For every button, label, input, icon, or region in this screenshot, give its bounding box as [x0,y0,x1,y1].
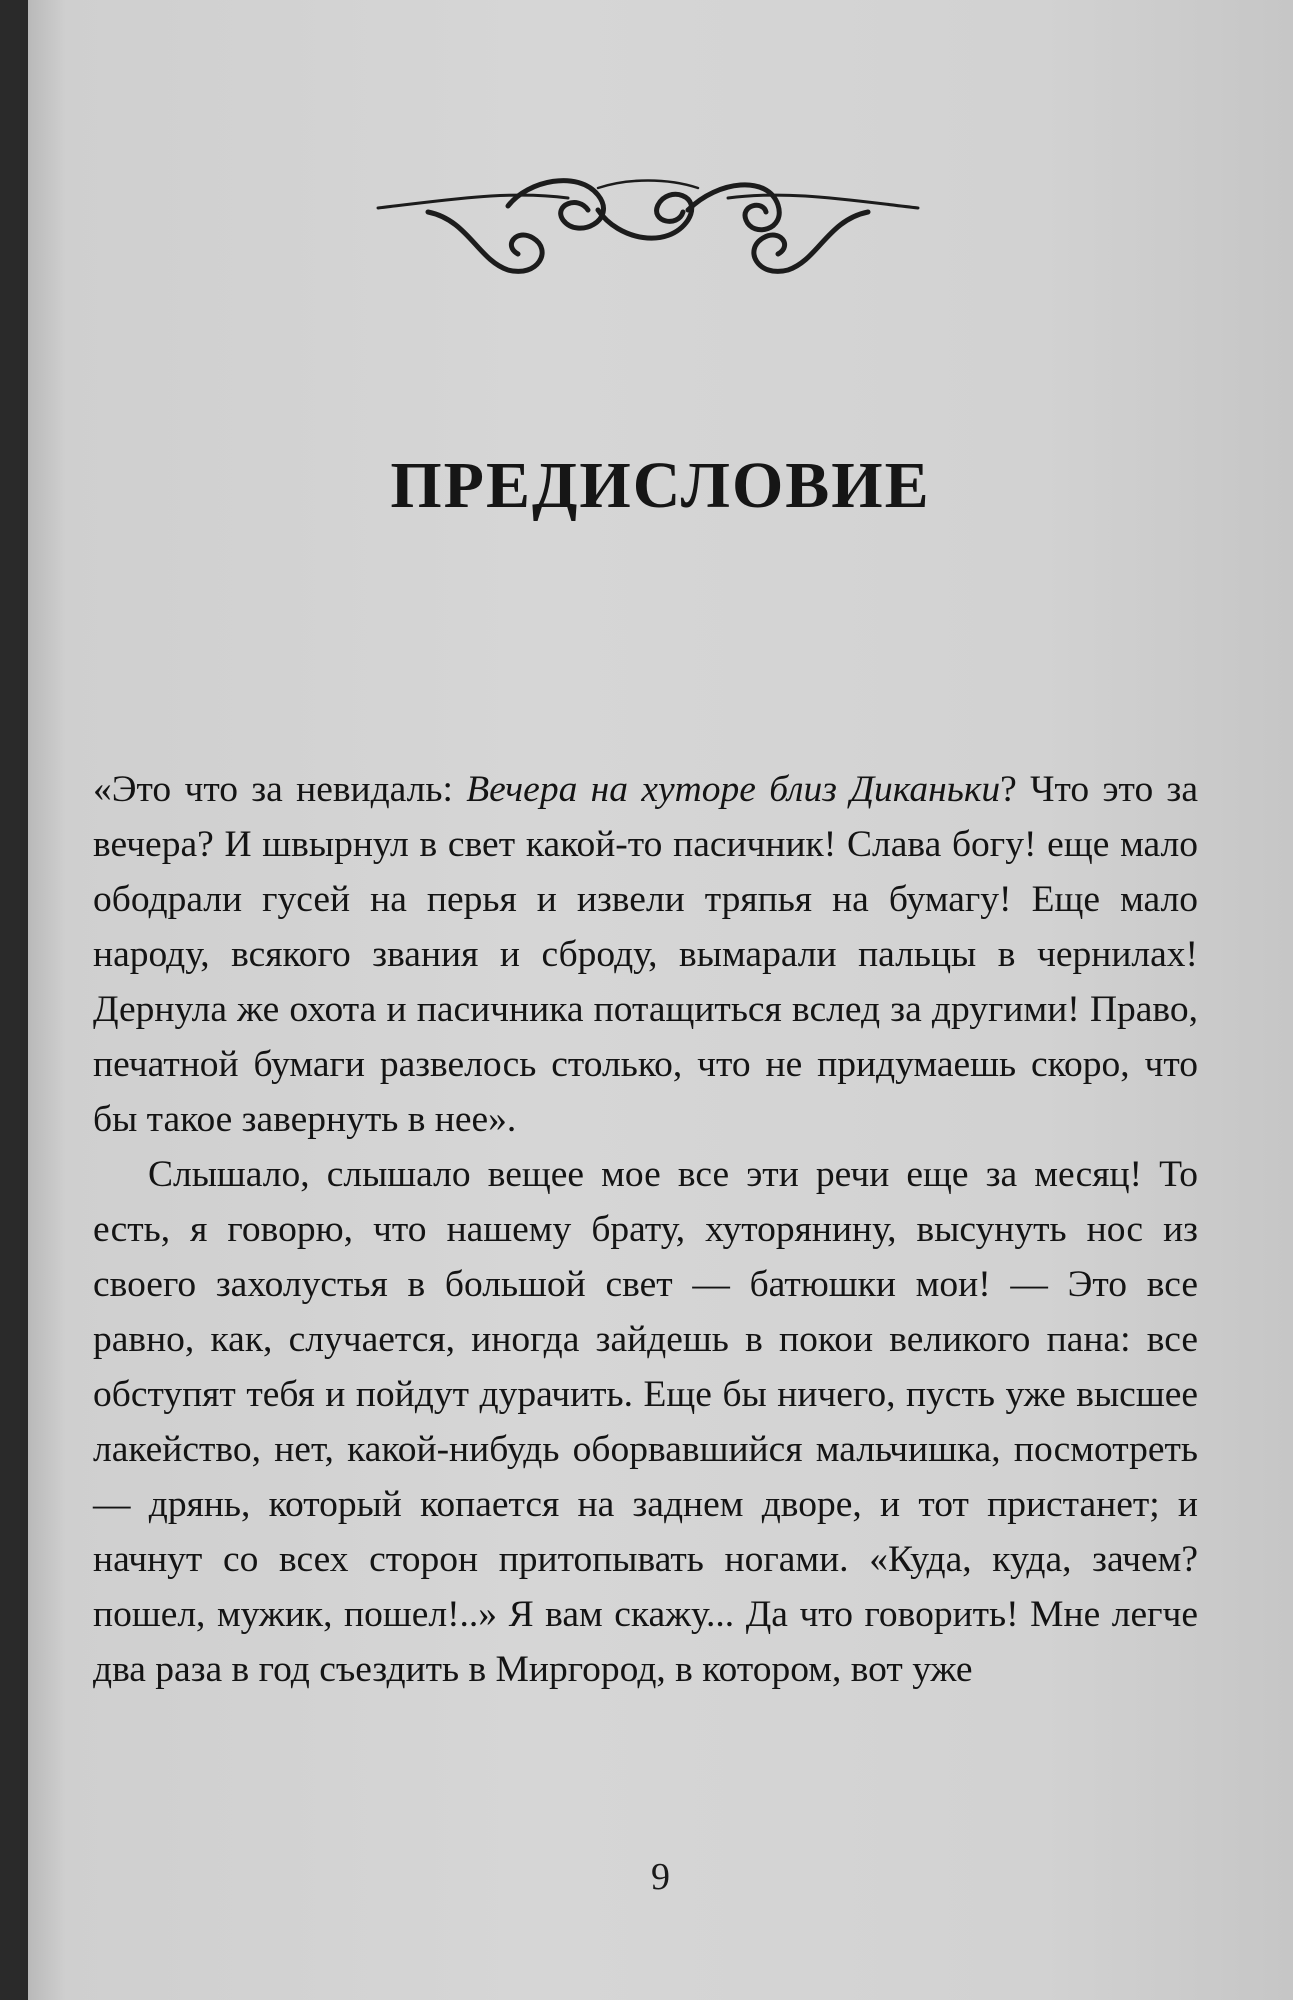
bleed-through-text [88,0,1268,780]
chapter-title: ПРЕДИСЛОВИЕ [390,449,931,522]
book-title-italic: Вечера на хуторе близ Диканьки [466,769,1001,810]
page-number: 9 [651,1856,670,1898]
paragraph-1 [93,762,1198,1147]
paragraph-2: Слышало, слышало вещее мое все эти речи еще за месяц! То есть, я говорю, что нашему брату, хуторянину, высунуть нос из своего захолустья в большой свет — батюшки мои! — Это все равно, как, случается, иногда зайдешь в покои великого пана: все обступят тебя и пойдут дурачить. Еще бы ничего, пусть уже высшее лакейство, нет, какой-нибудь оборвавшийся мальчишка, посмотреть — дрянь, который копается на заднем дворе, и тот пристанет; и начнут со всех сторон притопывать ногами. «Куда, куда, зачем? пошел, мужик, пошел!..» Я вам скажу... Да что говорить! Мне легче два раза в год съездить в Миргород, в котором, вот уже [93,1154,1198,1690]
paragraph-1-open: «Это что за невидаль: [93,769,467,810]
body-text [93,762,1198,1697]
paragraph-1-rest: ? Что это за вечера? И швырнул в свет какой-то пасичник! Слава богу! еще мало ободрали гусей на перья и извели тряпья на бумагу! Еще мало народу, всякого звания и сброду, вымарали пальцы в чернилах! Дернула же охота и пасичника потащиться вслед за другими! Право, печатной бумаги развелось столько, что не придумаешь скоро, что бы такое завернуть в нее». [93,769,1198,1140]
book-page [28,0,1293,2000]
decorative-scroll-ornament [368,150,928,290]
